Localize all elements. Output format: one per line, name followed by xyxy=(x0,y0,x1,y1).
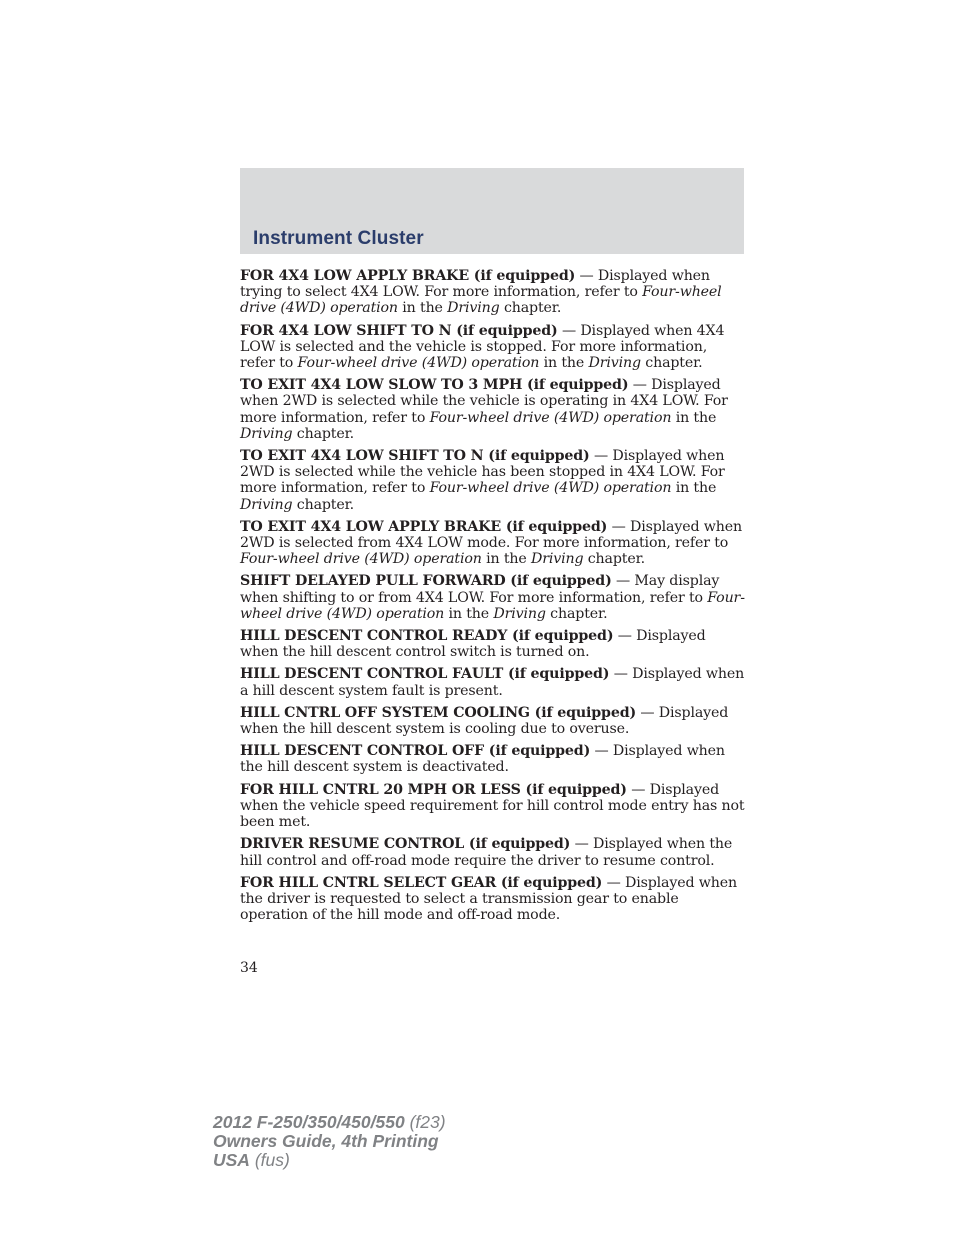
message-term: DRIVER RESUME CONTROL (if equipped) xyxy=(240,836,571,853)
message-term: HILL DESCENT CONTROL READY (if equipped) xyxy=(240,628,614,645)
entry-text: — Displayed when the hill control and off-road mode require the driver to resume control. xyxy=(240,836,733,869)
message-entry xyxy=(240,666,745,698)
entry-text-italic: Driving xyxy=(530,551,584,568)
entry-text: — Displayed when 2WD is selected while the vehicle has been stopped in 4X4 LOW. For more information, refer to xyxy=(240,448,725,497)
footer-region-code: (fus) xyxy=(249,1150,290,1170)
entry-text: in the xyxy=(539,355,589,372)
footer-guide: Owners Guide, 4th Printing xyxy=(213,1131,439,1151)
entry-text-italic: Four-wheel drive (4WD) operation xyxy=(429,480,672,497)
entry-text-italic: Four-wheel drive (4WD) operation xyxy=(240,551,482,568)
message-term: FOR HILL CNTRL 20 MPH OR LESS (if equipped) xyxy=(240,781,627,798)
entry-text: — Displayed when trying to select 4X4 LOW. For more information, refer to xyxy=(240,268,710,301)
message-term: FOR HILL CNTRL SELECT GEAR (if equipped) xyxy=(240,874,603,891)
footer-region: USA xyxy=(213,1150,250,1170)
message-entry xyxy=(240,705,745,737)
entry-text: chapter. xyxy=(583,551,646,568)
entry-text-italic: Driving xyxy=(493,605,546,622)
message-entry xyxy=(240,836,745,868)
footer-model-line xyxy=(213,1113,446,1132)
message-term: HILL DESCENT CONTROL FAULT (if equipped) xyxy=(240,666,610,683)
footer-model-code: (f23) xyxy=(404,1112,446,1132)
message-entry xyxy=(240,875,745,924)
entry-text: chapter. xyxy=(292,496,355,513)
footer-guide-line xyxy=(213,1132,446,1151)
entry-text-italic: Driving xyxy=(240,496,293,513)
entry-text: — Displayed when 2WD is selected while the vehicle is operating in 4X4 LOW. For more information, refer to xyxy=(240,377,728,426)
entry-text-italic: Four-wheel drive (4WD) operation xyxy=(297,355,540,372)
entry-text-italic: Driving xyxy=(240,425,293,442)
message-term: FOR 4X4 LOW SHIFT TO N (if equipped) xyxy=(240,322,558,339)
message-term: TO EXIT 4X4 LOW SHIFT TO N (if equipped) xyxy=(240,448,590,465)
message-entry xyxy=(240,268,745,317)
entry-text: in the xyxy=(444,605,494,622)
message-term: FOR 4X4 LOW APPLY BRAKE (if equipped) xyxy=(240,268,576,284)
entry-text: chapter. xyxy=(640,355,703,372)
message-list xyxy=(240,268,745,929)
entry-text: chapter. xyxy=(292,425,355,442)
entry-text: — Displayed when a hill descent system fault is present. xyxy=(240,666,745,699)
message-entry xyxy=(240,519,745,568)
entry-text-italic: Four-wheel drive (4WD) operation xyxy=(240,284,722,317)
entry-text: chapter. xyxy=(545,605,608,622)
footer-model: 2012 F-250/350/450/550 xyxy=(213,1112,405,1132)
message-entry xyxy=(240,743,745,775)
entry-text: — Displayed when 2WD is selected from 4X4 LOW mode. For more information, refer to xyxy=(240,518,742,552)
message-term: HILL CNTRL OFF SYSTEM COOLING (if equipped) xyxy=(240,704,637,721)
entry-text: — Displayed when the hill descent system is cooling due to overuse. xyxy=(240,704,729,738)
section-title: Instrument Cluster xyxy=(253,228,424,249)
entry-text-italic: Driving xyxy=(447,300,500,317)
entry-text: in the xyxy=(397,300,448,317)
entry-text: chapter. xyxy=(499,300,562,317)
entry-text: — Displayed when the hill descent control switch is turned on. xyxy=(240,628,706,661)
entry-text-italic: Four-wheel drive (4WD) operation xyxy=(240,589,745,622)
message-entry xyxy=(240,377,745,442)
message-term: TO EXIT 4X4 LOW APPLY BRAKE (if equipped) xyxy=(240,518,608,535)
entry-text: — Displayed when the driver is requested to select a transmission gear to enable operation of the hill mode and off-road mode. xyxy=(240,874,737,924)
message-term: SHIFT DELAYED PULL FORWARD (if equipped) xyxy=(240,573,612,590)
message-term: HILL DESCENT CONTROL OFF (if equipped) xyxy=(240,743,591,760)
entry-text: in the xyxy=(671,409,717,426)
message-entry xyxy=(240,573,745,622)
message-entry xyxy=(240,448,745,513)
entry-text: — Displayed when 4X4 LOW is selected and the vehicle is stopped. For more information, refer to xyxy=(240,322,725,372)
message-entry xyxy=(240,323,745,372)
entry-text: — Displayed when the vehicle speed requirement for hill control mode entry has not been met. xyxy=(240,781,745,831)
document-footer xyxy=(213,1113,446,1170)
entry-text: — May display when shifting to or from 4X4 LOW. For more information, refer to xyxy=(240,573,720,606)
page-number: 34 xyxy=(240,960,258,976)
entry-text: in the xyxy=(671,480,717,497)
message-entry xyxy=(240,782,745,831)
message-term: TO EXIT 4X4 LOW SLOW TO 3 MPH (if equipped) xyxy=(240,377,629,394)
section-header-band xyxy=(240,168,744,254)
entry-text: — Displayed when the hill descent system is deactivated. xyxy=(240,743,725,776)
message-entry xyxy=(240,628,745,660)
entry-text: in the xyxy=(481,551,531,568)
footer-region-line xyxy=(213,1151,446,1170)
entry-text-italic: Four-wheel drive (4WD) operation xyxy=(429,409,672,426)
entry-text-italic: Driving xyxy=(588,355,641,372)
